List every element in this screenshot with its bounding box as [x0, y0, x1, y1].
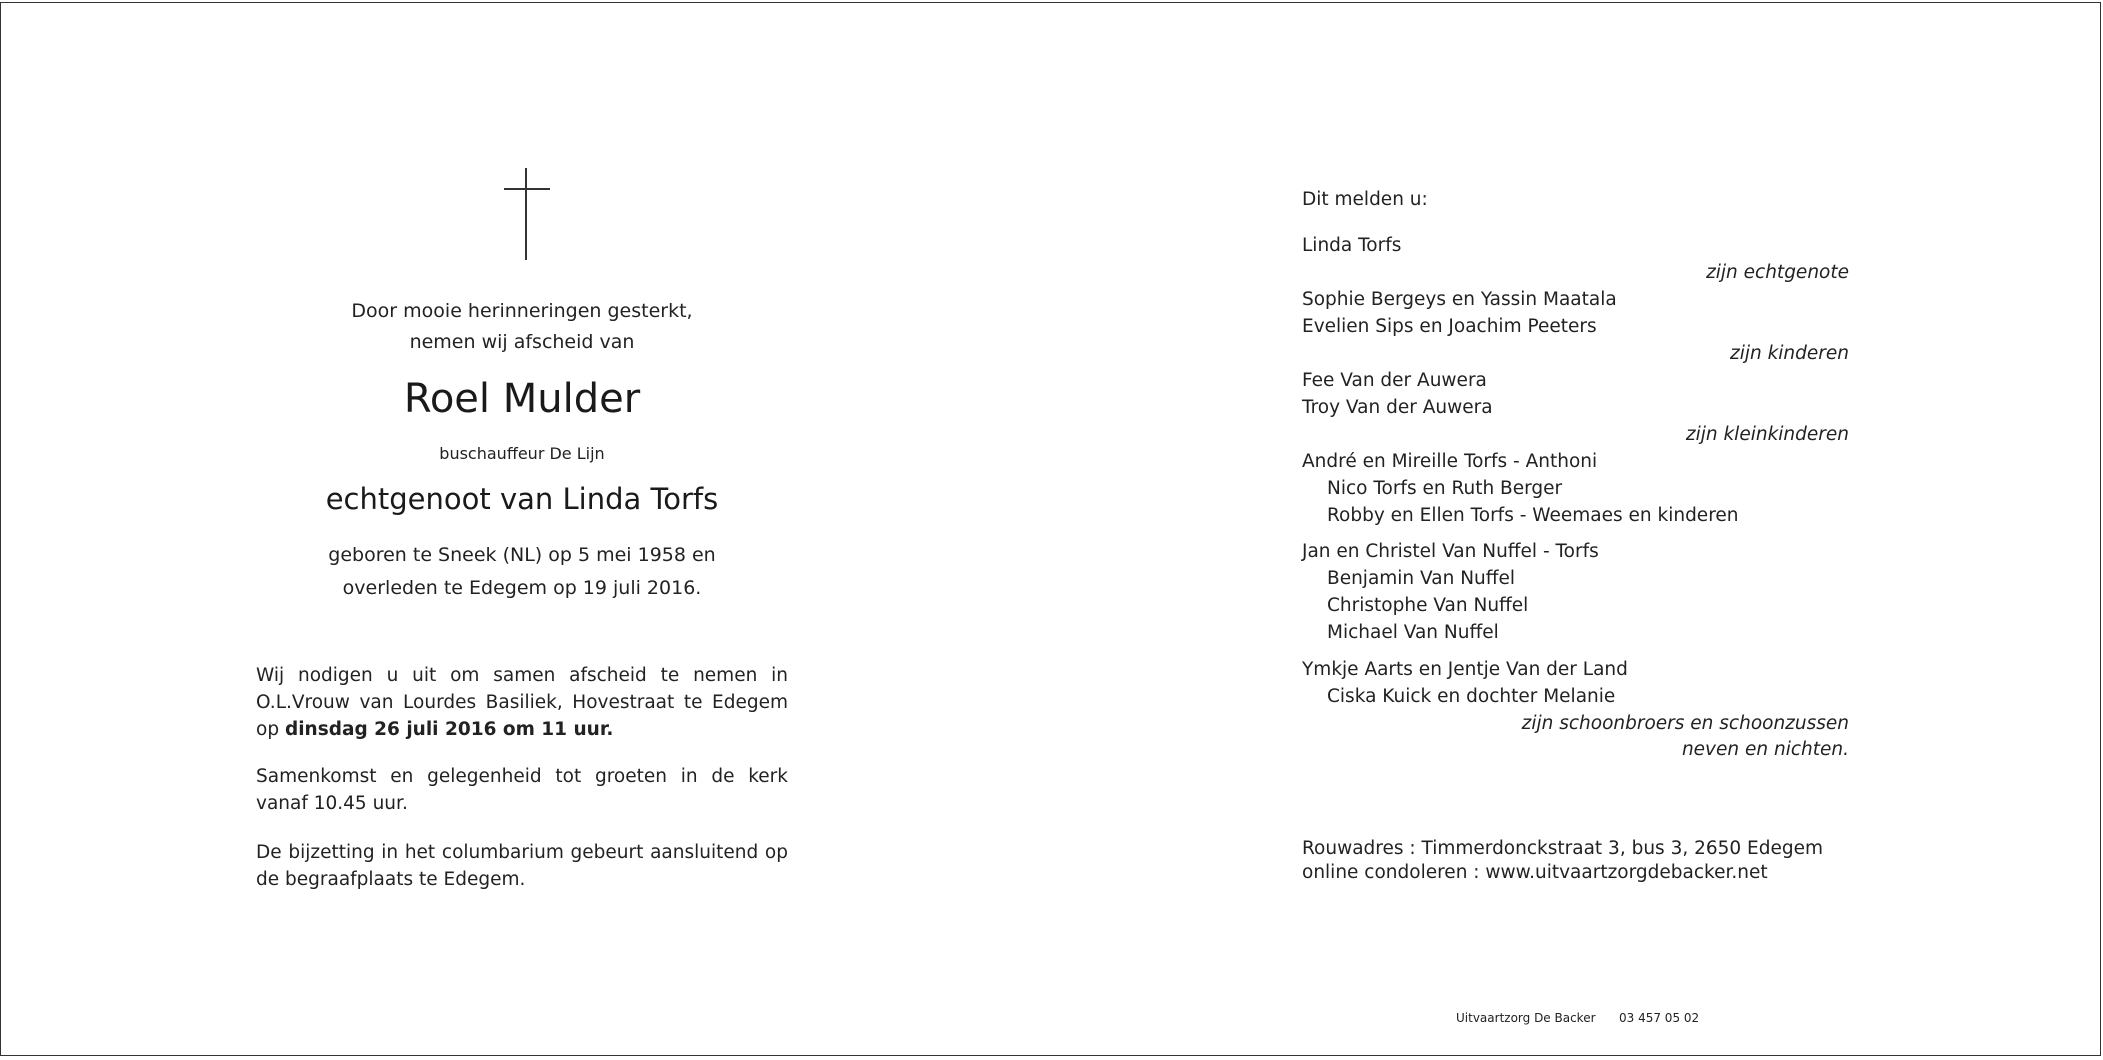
family-member: Robby en Ellen Torfs - Weemaes en kinderen [1327, 505, 1739, 526]
card-frame [0, 2, 2101, 1056]
gathering-paragraph: Samenkomst en gelegenheid tot groeten in de kerk vanaf 10.45 uur. [256, 766, 788, 814]
invitation-paragraph [256, 662, 788, 743]
family-member: Ciska Kuick en dochter Melanie [1327, 686, 1616, 707]
online-condolence: online condoleren : www.uitvaartzorgdebacker.net [1302, 862, 1768, 883]
family-member: Troy Van der Auwera [1302, 397, 1493, 418]
invitation-date: dinsdag 26 juli 2016 om 11 uur. [284, 719, 614, 740]
burial-paragraph: De bijzetting in het columbarium gebeurt aansluitend op de begraafplaats te Edegem. [256, 842, 788, 890]
announcement-heading: Dit melden u: [1302, 189, 1428, 210]
family-member: Michael Van Nuffel [1327, 622, 1499, 643]
mourning-address: Rouwadres : Timmerdonckstraat 3, bus 3, 2650 Edegem [1302, 838, 1824, 859]
family-member: Evelien Sips en Joachim Peeters [1302, 316, 1597, 337]
relation-label: zijn kinderen [1729, 343, 1849, 364]
family-member: Benjamin Van Nuffel [1327, 568, 1516, 589]
intro-line-2: nemen wij afscheid van [409, 331, 635, 353]
family-member: Ymkje Aarts en Jentje Van der Land [1302, 659, 1628, 680]
invitation-text: Wij nodigen u uit om samen afscheid te nemen in O.L.Vrouw van Lourdes Basiliek, Hovestraat te Edegem op [256, 665, 788, 740]
death-line: overleden te Edegem op 19 juli 2016. [342, 577, 702, 599]
family-member: Sophie Bergeys en Yassin Maatala [1302, 289, 1617, 310]
family-member: Fee Van der Auwera [1302, 370, 1487, 391]
intro-line-1: Door mooie herinneringen gesterkt, [351, 300, 693, 322]
deceased-name: Roel Mulder [403, 376, 641, 422]
relation-label: zijn echtgenote [1706, 262, 1849, 283]
family-member: Jan en Christel Van Nuffel - Torfs [1302, 541, 1599, 562]
funeral-company: Uitvaartzorg De Backer [1456, 1011, 1596, 1025]
relation-label: zijn schoonbroers en schoonzussen [1521, 713, 1849, 734]
family-member: Nico Torfs en Ruth Berger [1327, 478, 1563, 499]
birth-line: geboren te Sneek (NL) op 5 mei 1958 en [328, 544, 716, 566]
spouse-line: echtgenoot van Linda Torfs [325, 482, 719, 516]
funeral-phone: 03 457 05 02 [1619, 1011, 1700, 1025]
occupation: buschauffeur De Lijn [439, 444, 605, 463]
cross-icon [504, 168, 550, 260]
relation-label: zijn kleinkinderen [1685, 424, 1849, 445]
relation-label: neven en nichten. [1681, 739, 1849, 760]
family-member: Christophe Van Nuffel [1327, 595, 1529, 616]
family-member: André en Mireille Torfs - Anthoni [1302, 451, 1598, 472]
family-member: Linda Torfs [1302, 235, 1402, 256]
